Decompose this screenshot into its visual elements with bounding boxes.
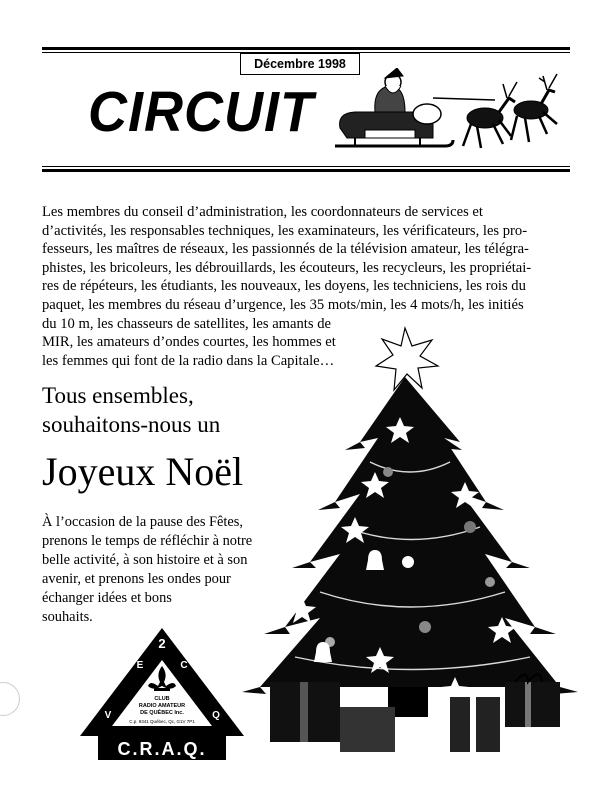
hole-punch-mark bbox=[0, 682, 20, 716]
intro-line: fesseurs, les maîtres de réseaux, les passionnés de la télévision amateur, les télégra- bbox=[42, 241, 529, 258]
logo-letter-e: E bbox=[136, 660, 144, 671]
greeting-line-1: Tous ensembles, bbox=[42, 383, 194, 408]
craq-club-logo bbox=[78, 626, 246, 762]
joyeux-noel-heading: Joyeux Noël bbox=[42, 449, 244, 494]
logo-club-line-2: RADIO AMATEUR bbox=[138, 703, 186, 709]
bottom-rule-thick bbox=[42, 169, 570, 172]
intro-line: MIR, les amateurs d’ondes courtes, les hommes et bbox=[42, 334, 336, 351]
intro-line: du 10 m, les chasseurs de satellites, les amants de bbox=[42, 315, 331, 332]
occasion-line: belle activité, à son histoire et à son bbox=[42, 552, 248, 568]
logo-address: C.p. 9341 Québec, Qc, G1V 7P1 bbox=[129, 719, 195, 724]
greeting-text bbox=[42, 381, 220, 439]
top-rule-thick bbox=[42, 47, 570, 50]
occasion-line: À l’occasion de la pause des Fêtes, bbox=[42, 514, 244, 530]
occasion-line: prenons le temps de réfléchir à notre bbox=[42, 533, 253, 549]
intro-line: phistes, les bricoleurs, les débrouillards, les écouteurs, les recycleurs, les propriétai- bbox=[42, 259, 532, 276]
occasion-line: souhaits. bbox=[42, 609, 93, 625]
christmas-tree-illustration bbox=[240, 322, 580, 762]
logo-club-line-1: CLUB bbox=[154, 696, 170, 702]
intro-line: res de répéteurs, les étudiants, les nouveaux, les doyens, les techniciens, les rois du bbox=[42, 278, 526, 295]
logo-number: 2 bbox=[158, 636, 166, 651]
occasion-line: avenir, et prenons les ondes pour bbox=[42, 571, 231, 587]
logo-letter-v: V bbox=[104, 710, 112, 721]
intro-line: Les membres du conseil d’administration, les coordonnateurs de services et bbox=[42, 204, 483, 220]
logo-letter-c: C bbox=[180, 660, 188, 671]
issue-date: Décembre 1998 bbox=[240, 53, 360, 75]
newsletter-title: CIRCUIT bbox=[88, 80, 314, 144]
santa-sleigh-illustration bbox=[335, 68, 560, 163]
greeting-line-2: souhaitons-nous un bbox=[42, 412, 221, 437]
intro-line: paquet, les membres du réseau d’urgence, les 35 mots/min, les 4 mots/h, les initiés bbox=[42, 296, 524, 313]
intro-line: les femmes qui font de la radio dans la Capitale… bbox=[42, 352, 335, 369]
occasion-line: échanger idées et bons bbox=[42, 590, 172, 606]
logo-letter-q: Q bbox=[212, 710, 220, 721]
intro-line: d’activités, les responsables techniques, les examinateurs, les vérificateurs, les pro- bbox=[42, 222, 528, 239]
bottom-rule-thin bbox=[42, 166, 570, 167]
logo-club-line-3: DE QUÉBEC Inc. bbox=[140, 710, 184, 716]
logo-acronym: C.R.A.Q. bbox=[117, 739, 207, 759]
